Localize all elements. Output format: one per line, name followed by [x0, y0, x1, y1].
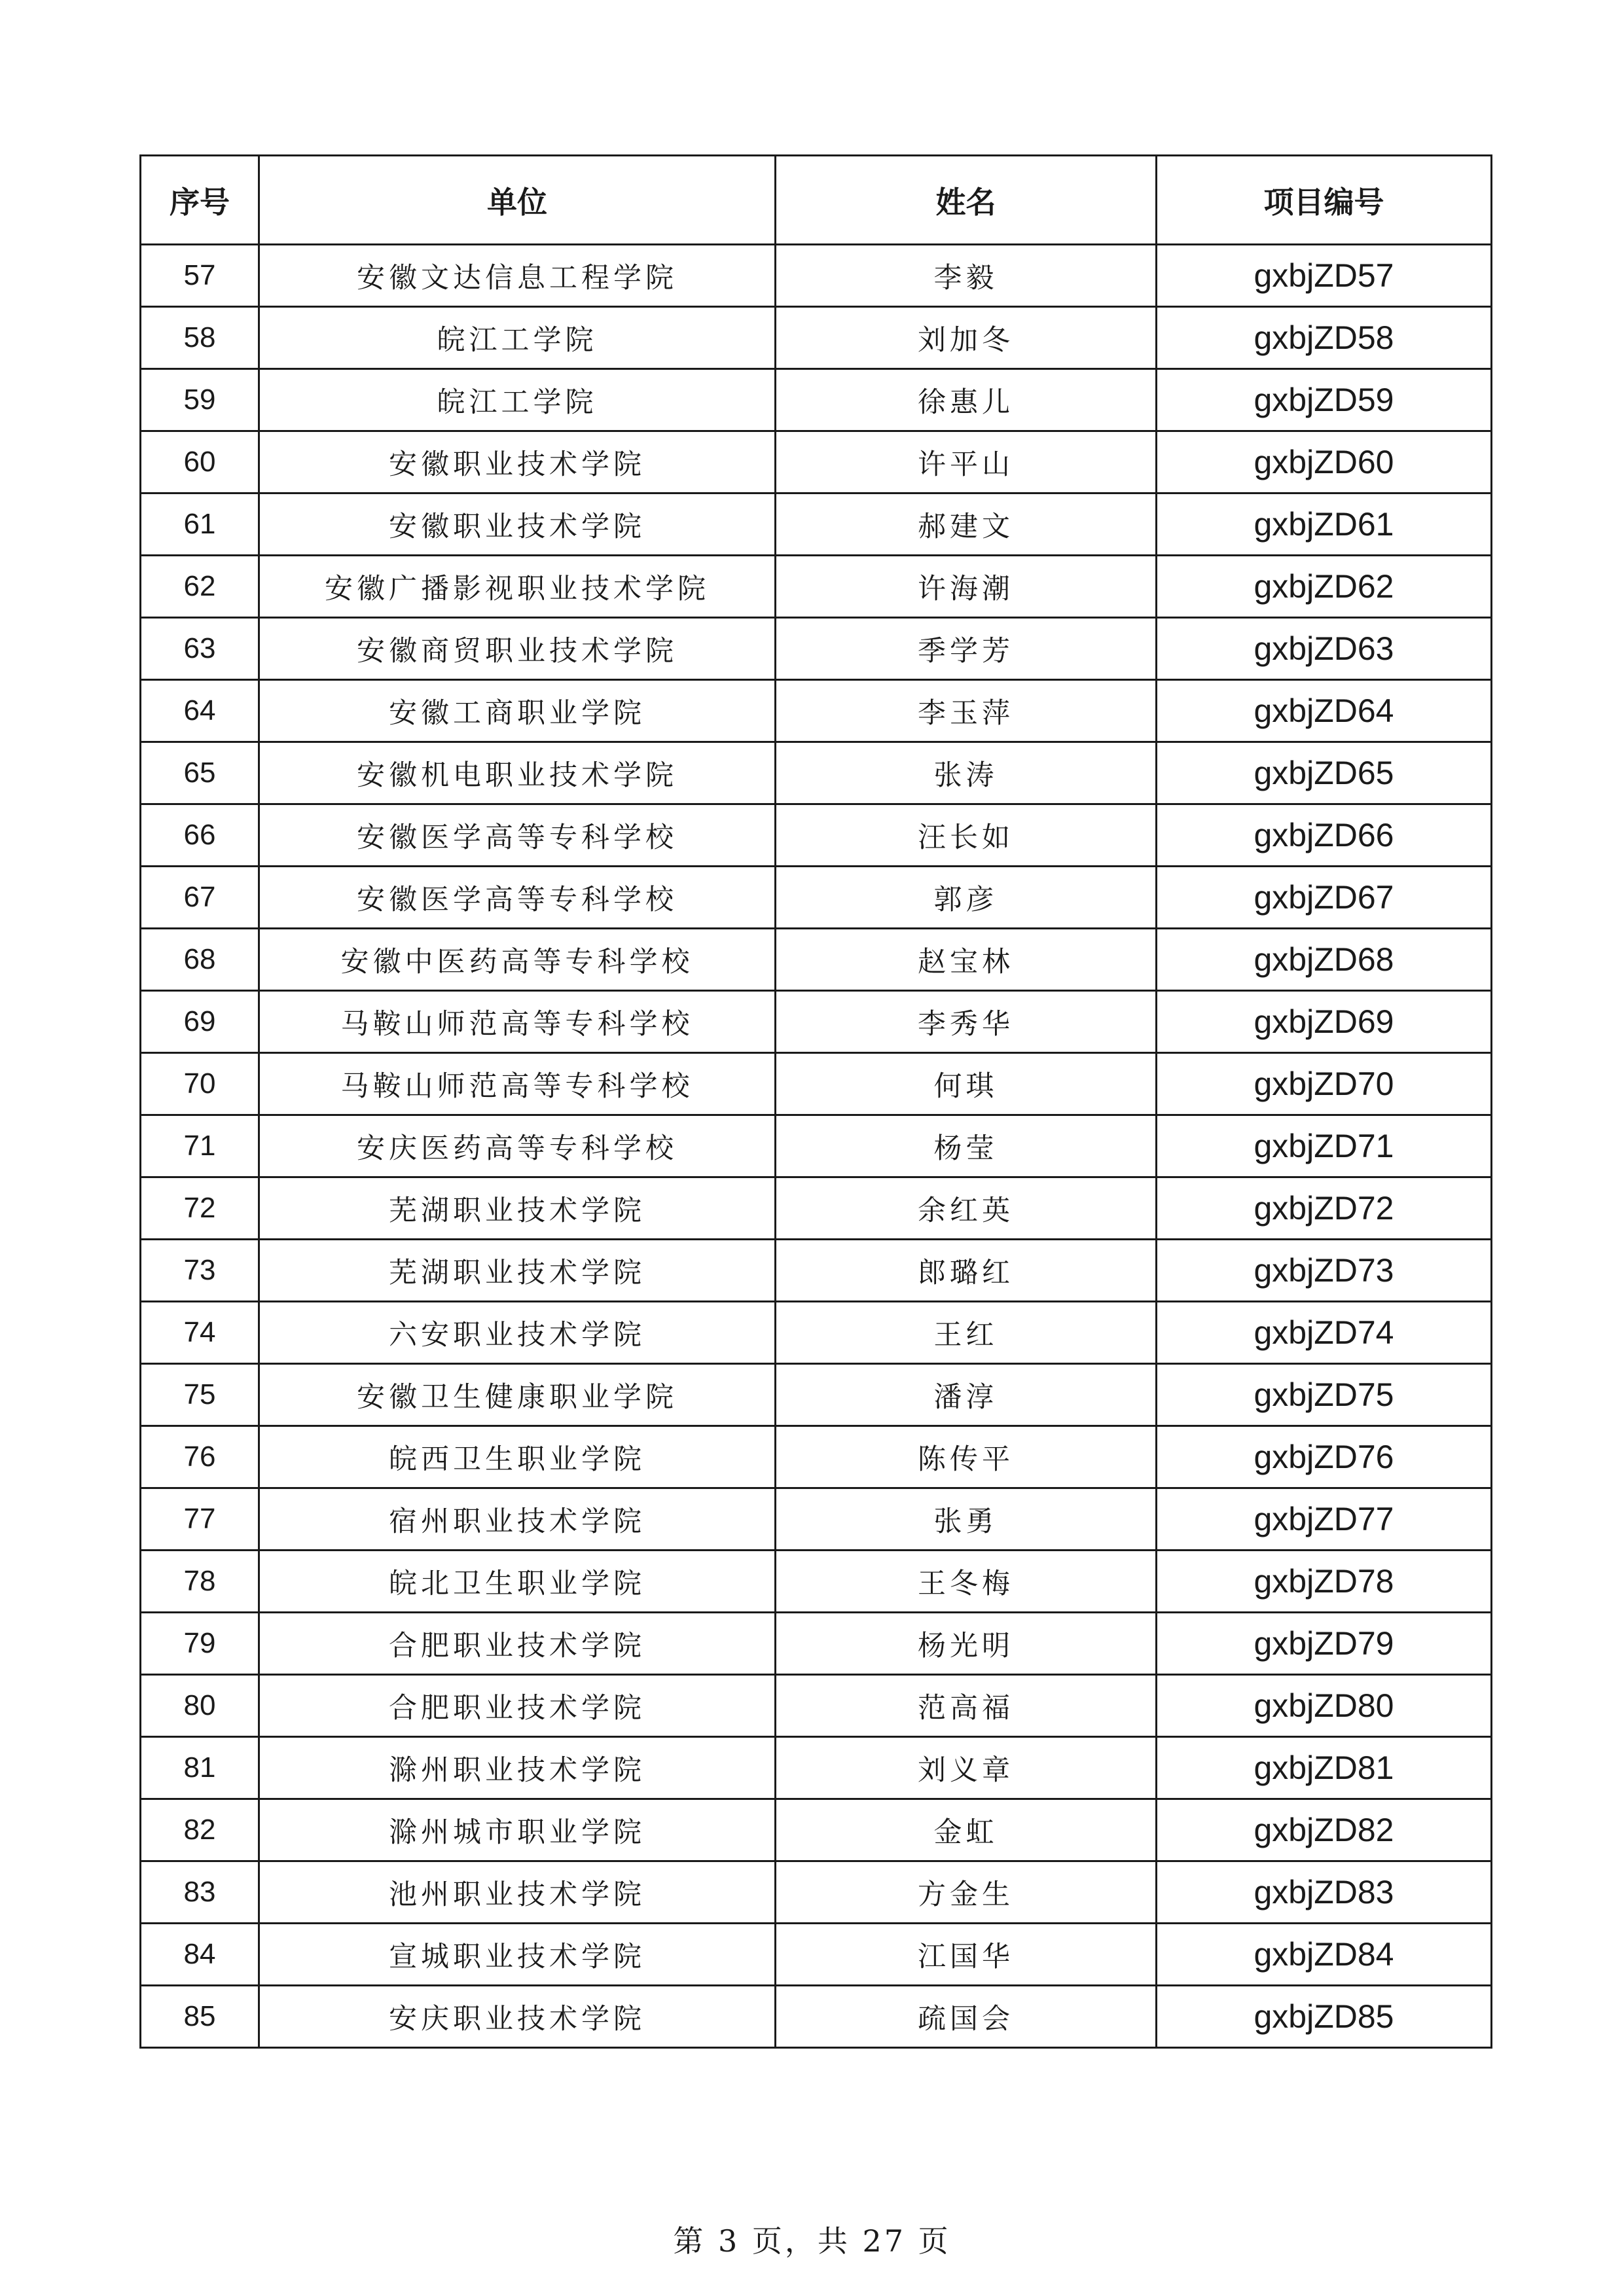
table-row [141, 1737, 1492, 1799]
cell-project-code: gxbjZD64 [1157, 680, 1492, 742]
table-row [141, 1115, 1492, 1177]
cell-name: 张涛 [776, 742, 1157, 804]
cell-unit: 六安职业技术学院 [259, 1302, 776, 1364]
cell-name: 江国华 [776, 1924, 1157, 1986]
cell-unit: 马鞍山师范高等专科学校 [259, 1053, 776, 1115]
cell-project-code: gxbjZD79 [1157, 1613, 1492, 1675]
cell-project-code: gxbjZD83 [1157, 1861, 1492, 1924]
table-row [141, 493, 1492, 556]
cell-project-code: gxbjZD68 [1157, 929, 1492, 991]
header-row [141, 156, 1492, 245]
cell-name: 李秀华 [776, 991, 1157, 1053]
cell-unit: 皖西卫生职业学院 [259, 1426, 776, 1488]
cell-unit: 安徽中医药高等专科学校 [259, 929, 776, 991]
cell-seq: 60 [141, 431, 259, 493]
cell-seq: 67 [141, 867, 259, 929]
cell-name: 王红 [776, 1302, 1157, 1364]
cell-name: 范高福 [776, 1675, 1157, 1737]
table-body [141, 245, 1492, 2048]
cell-project-code: gxbjZD72 [1157, 1177, 1492, 1240]
cell-seq: 63 [141, 618, 259, 680]
table-row [141, 245, 1492, 307]
cell-seq: 64 [141, 680, 259, 742]
cell-project-code: gxbjZD77 [1157, 1488, 1492, 1551]
cell-unit: 安徽工商职业学院 [259, 680, 776, 742]
table-row [141, 618, 1492, 680]
table-row [141, 556, 1492, 618]
table-row [141, 1986, 1492, 2048]
project-roster-table [139, 154, 1492, 2049]
cell-project-code: gxbjZD80 [1157, 1675, 1492, 1737]
cell-name: 郝建文 [776, 493, 1157, 556]
cell-project-code: gxbjZD59 [1157, 369, 1492, 431]
cell-seq: 57 [141, 245, 259, 307]
cell-name: 郭彦 [776, 867, 1157, 929]
cell-unit: 芜湖职业技术学院 [259, 1240, 776, 1302]
cell-project-code: gxbjZD57 [1157, 245, 1492, 307]
cell-unit: 安徽商贸职业技术学院 [259, 618, 776, 680]
cell-seq: 66 [141, 804, 259, 867]
cell-project-code: gxbjZD60 [1157, 431, 1492, 493]
table-row [141, 1799, 1492, 1861]
cell-project-code: gxbjZD63 [1157, 618, 1492, 680]
cell-unit: 安徽广播影视职业技术学院 [259, 556, 776, 618]
page-number-footer: 第 3 页，共 27 页 [673, 2223, 951, 2259]
table-row [141, 307, 1492, 369]
cell-name: 张勇 [776, 1488, 1157, 1551]
cell-name: 金虹 [776, 1799, 1157, 1861]
table-row [141, 1177, 1492, 1240]
table-row [141, 804, 1492, 867]
cell-project-code: gxbjZD58 [1157, 307, 1492, 369]
cell-name: 余红英 [776, 1177, 1157, 1240]
cell-project-code: gxbjZD76 [1157, 1426, 1492, 1488]
cell-name: 潘淳 [776, 1364, 1157, 1426]
cell-seq: 79 [141, 1613, 259, 1675]
cell-name: 许平山 [776, 431, 1157, 493]
cell-project-code: gxbjZD74 [1157, 1302, 1492, 1364]
cell-unit: 安徽卫生健康职业学院 [259, 1364, 776, 1426]
cell-name: 疏国会 [776, 1986, 1157, 2048]
table-row [141, 1675, 1492, 1737]
cell-project-code: gxbjZD81 [1157, 1737, 1492, 1799]
header-name: 姓名 [776, 156, 1157, 245]
header-unit: 单位 [259, 156, 776, 245]
cell-project-code: gxbjZD61 [1157, 493, 1492, 556]
cell-seq: 74 [141, 1302, 259, 1364]
cell-project-code: gxbjZD66 [1157, 804, 1492, 867]
cell-unit: 宿州职业技术学院 [259, 1488, 776, 1551]
table-row [141, 991, 1492, 1053]
cell-seq: 82 [141, 1799, 259, 1861]
cell-name: 汪长如 [776, 804, 1157, 867]
table-row [141, 431, 1492, 493]
cell-project-code: gxbjZD82 [1157, 1799, 1492, 1861]
table-row [141, 1551, 1492, 1613]
cell-name: 郎璐红 [776, 1240, 1157, 1302]
table-row [141, 680, 1492, 742]
cell-seq: 59 [141, 369, 259, 431]
cell-unit: 合肥职业技术学院 [259, 1675, 776, 1737]
table-row [141, 1426, 1492, 1488]
cell-project-code: gxbjZD85 [1157, 1986, 1492, 2048]
cell-seq: 83 [141, 1861, 259, 1924]
cell-unit: 安徽职业技术学院 [259, 493, 776, 556]
cell-seq: 58 [141, 307, 259, 369]
table-row [141, 1302, 1492, 1364]
table-row [141, 369, 1492, 431]
table-row [141, 1364, 1492, 1426]
cell-seq: 81 [141, 1737, 259, 1799]
cell-seq: 65 [141, 742, 259, 804]
cell-unit: 滁州城市职业学院 [259, 1799, 776, 1861]
table-row [141, 1488, 1492, 1551]
cell-unit: 皖江工学院 [259, 369, 776, 431]
header-seq: 序号 [141, 156, 259, 245]
cell-seq: 77 [141, 1488, 259, 1551]
cell-project-code: gxbjZD73 [1157, 1240, 1492, 1302]
header-project-code: 项目编号 [1157, 156, 1492, 245]
cell-unit: 安徽机电职业技术学院 [259, 742, 776, 804]
cell-name: 徐惠儿 [776, 369, 1157, 431]
cell-unit: 安徽文达信息工程学院 [259, 245, 776, 307]
cell-unit: 安徽职业技术学院 [259, 431, 776, 493]
table-header [141, 156, 1492, 245]
cell-unit: 芜湖职业技术学院 [259, 1177, 776, 1240]
cell-unit: 宣城职业技术学院 [259, 1924, 776, 1986]
cell-seq: 84 [141, 1924, 259, 1986]
cell-project-code: gxbjZD84 [1157, 1924, 1492, 1986]
cell-name: 陈传平 [776, 1426, 1157, 1488]
cell-unit: 马鞍山师范高等专科学校 [259, 991, 776, 1053]
cell-name: 李毅 [776, 245, 1157, 307]
cell-project-code: gxbjZD62 [1157, 556, 1492, 618]
cell-project-code: gxbjZD75 [1157, 1364, 1492, 1426]
cell-seq: 61 [141, 493, 259, 556]
cell-seq: 76 [141, 1426, 259, 1488]
cell-name: 杨莹 [776, 1115, 1157, 1177]
cell-project-code: gxbjZD69 [1157, 991, 1492, 1053]
cell-unit: 安庆医药高等专科学校 [259, 1115, 776, 1177]
cell-name: 许海潮 [776, 556, 1157, 618]
cell-name: 王冬梅 [776, 1551, 1157, 1613]
cell-seq: 71 [141, 1115, 259, 1177]
cell-name: 何琪 [776, 1053, 1157, 1115]
cell-seq: 78 [141, 1551, 259, 1613]
cell-unit: 安徽医学高等专科学校 [259, 867, 776, 929]
table-row [141, 1861, 1492, 1924]
cell-seq: 73 [141, 1240, 259, 1302]
table-row [141, 1053, 1492, 1115]
cell-name: 刘加冬 [776, 307, 1157, 369]
cell-name: 季学芳 [776, 618, 1157, 680]
cell-project-code: gxbjZD70 [1157, 1053, 1492, 1115]
cell-unit: 皖北卫生职业学院 [259, 1551, 776, 1613]
cell-unit: 滁州职业技术学院 [259, 1737, 776, 1799]
cell-seq: 62 [141, 556, 259, 618]
cell-seq: 72 [141, 1177, 259, 1240]
table-row [141, 1924, 1492, 1986]
cell-unit: 皖江工学院 [259, 307, 776, 369]
cell-seq: 75 [141, 1364, 259, 1426]
cell-project-code: gxbjZD71 [1157, 1115, 1492, 1177]
cell-seq: 80 [141, 1675, 259, 1737]
cell-name: 李玉萍 [776, 680, 1157, 742]
cell-unit: 池州职业技术学院 [259, 1861, 776, 1924]
table-row [141, 1613, 1492, 1675]
cell-unit: 合肥职业技术学院 [259, 1613, 776, 1675]
cell-seq: 85 [141, 1986, 259, 2048]
cell-name: 刘义章 [776, 1737, 1157, 1799]
cell-seq: 68 [141, 929, 259, 991]
cell-project-code: gxbjZD67 [1157, 867, 1492, 929]
table-row [141, 929, 1492, 991]
cell-name: 方金生 [776, 1861, 1157, 1924]
cell-unit: 安徽医学高等专科学校 [259, 804, 776, 867]
cell-seq: 69 [141, 991, 259, 1053]
cell-name: 赵宝林 [776, 929, 1157, 991]
cell-unit: 安庆职业技术学院 [259, 1986, 776, 2048]
table-row [141, 1240, 1492, 1302]
cell-project-code: gxbjZD65 [1157, 742, 1492, 804]
table-row [141, 742, 1492, 804]
cell-project-code: gxbjZD78 [1157, 1551, 1492, 1613]
cell-name: 杨光明 [776, 1613, 1157, 1675]
table-row [141, 867, 1492, 929]
cell-seq: 70 [141, 1053, 259, 1115]
